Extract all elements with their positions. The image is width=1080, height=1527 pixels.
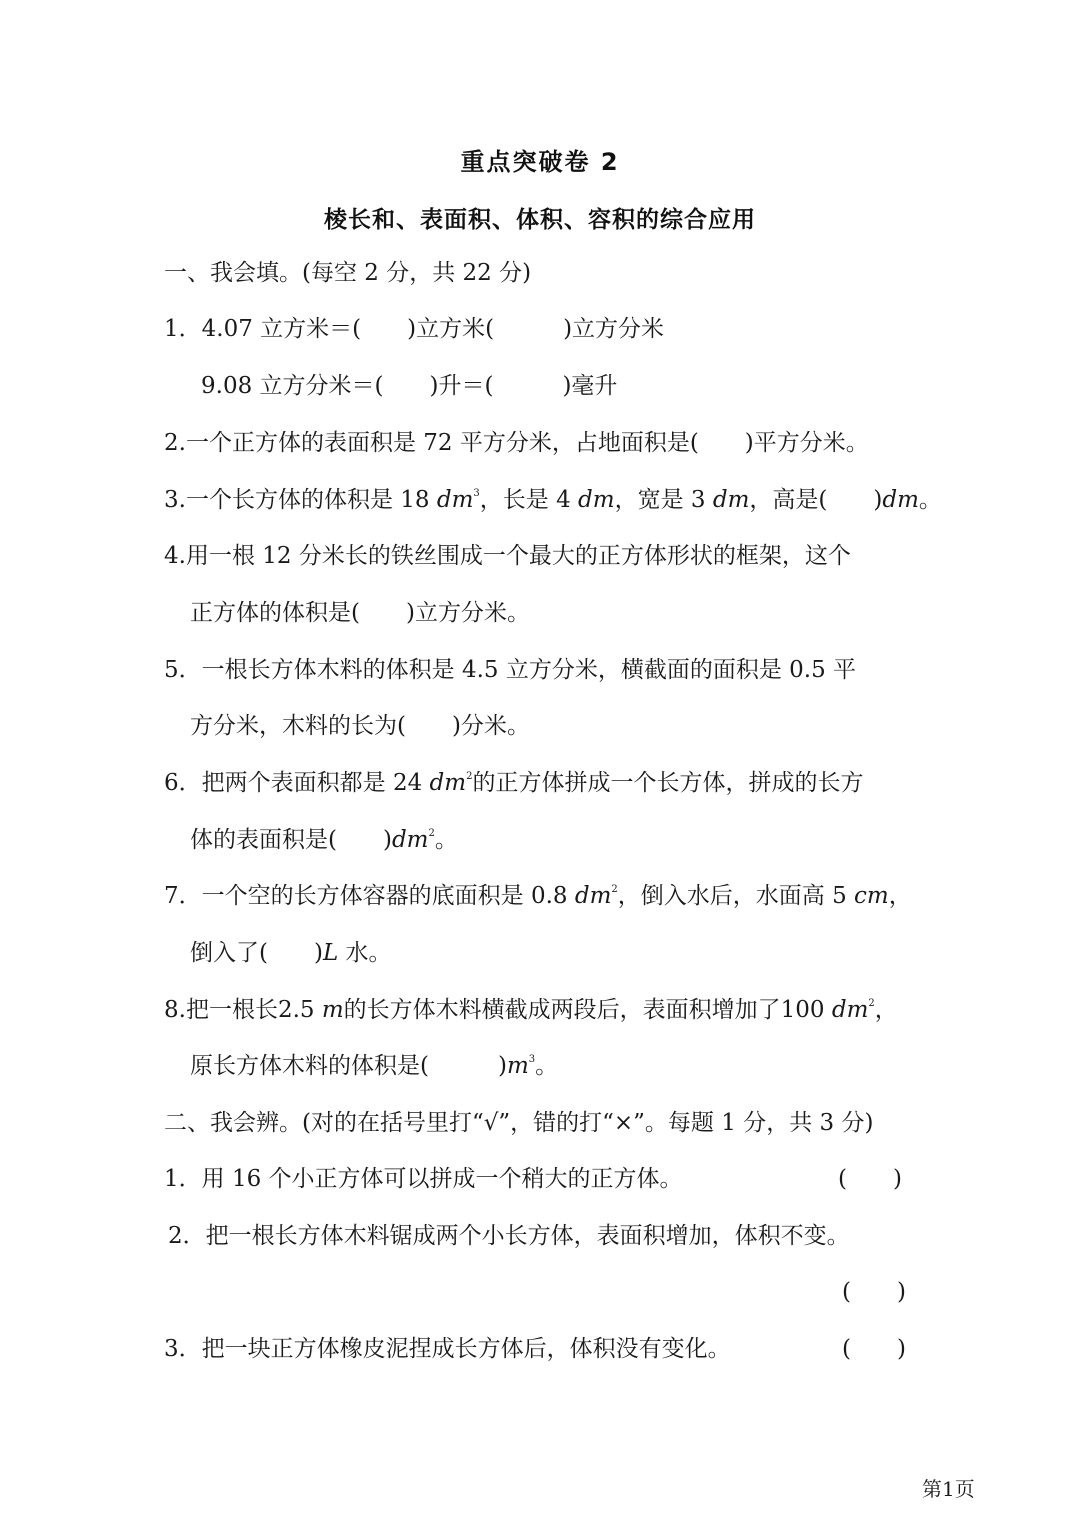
unit-dm: dm: [831, 997, 869, 1023]
page-subtitle: 棱长和、表面积、体积、容积的综合应用: [324, 207, 756, 233]
q7a-text-3: ，: [888, 883, 912, 909]
unit-dm: dm: [436, 487, 474, 513]
section1-heading: 一、我会填。(每空 2 分，共 22 分): [164, 260, 532, 286]
unit-dm: dm: [429, 770, 467, 796]
question-8b: [190, 1051, 558, 1081]
q8b-text-2: 。: [535, 1053, 559, 1079]
q8a-text-2: 的长方体木料横截成两段后，表面积增加了100: [343, 997, 832, 1023]
unit-m: m: [506, 1053, 529, 1079]
q8a-text-1: 8.把一根长2.5: [164, 997, 322, 1023]
question-5a: 5．一根长方体木料的体积是 4.5 立方分米，横截面的面积是 0.5 平: [164, 657, 857, 683]
unit-dm: dm: [712, 487, 750, 513]
judge-question-3: 3．把一块正方体橡皮泥捏成长方体后，体积没有变化。: [164, 1336, 731, 1362]
q3-text-1: 3.一个长方体的体积是 18: [164, 487, 437, 513]
answer-parentheses: ( ): [842, 1279, 906, 1305]
q7b-text-1: 倒入了( ): [190, 940, 323, 966]
square-exponent: 2: [868, 998, 875, 1009]
square-exponent: 2: [466, 771, 473, 782]
unit-dm: dm: [391, 827, 429, 853]
q6a-text-2: 的正方体拼成一个长方体，拼成的长方: [472, 770, 864, 796]
page-title: 重点突破卷 2: [460, 148, 620, 176]
q3-text-5: 。: [918, 487, 942, 513]
cube-exponent: 3: [473, 488, 480, 499]
question-8a: [164, 995, 898, 1025]
question-4a: 4.用一根 12 分米长的铁丝围成一个最大的正方体形状的框架，这个: [164, 543, 851, 569]
question-1a: 1．4.07 立方米＝( )立方米( )立方分米: [164, 316, 665, 342]
q7a-text-1: 7．一个空的长方体容器的底面积是 0.8: [164, 883, 575, 909]
question-3: [164, 485, 942, 515]
unit-dm: dm: [882, 487, 919, 513]
question-7b: [190, 938, 392, 968]
section2-heading: 二、我会辨。(对的在括号里打“√”，错的打“×”。每题 1 分，共 3 分): [164, 1110, 874, 1136]
judge-question-1: 1．用 16 个小正方体可以拼成一个稍大的正方体。: [164, 1166, 683, 1192]
question-2: 2.一个正方体的表面积是 72 平方分米，占地面积是( )平方分米。: [164, 430, 869, 456]
answer-parentheses: ( ): [838, 1166, 902, 1192]
unit-m: m: [321, 997, 344, 1023]
question-4b: 正方体的体积是( )立方分米。: [190, 600, 530, 626]
page-number: 第1页: [922, 1477, 975, 1501]
q3-text-4: ，高是( ): [749, 487, 883, 513]
unit-L: L: [322, 940, 339, 966]
q7b-text-2: 水。: [338, 940, 392, 966]
q6a-text-1: 6．把两个表面积都是 24: [164, 770, 430, 796]
q3-text-3: ，宽是 3: [614, 487, 713, 513]
unit-dm: dm: [574, 883, 612, 909]
q3-text-2: ，长是 4: [479, 487, 579, 513]
unit-cm: cm: [854, 883, 889, 909]
square-exponent: 2: [611, 884, 618, 895]
judge-question-2: 2．把一根长方体木料锯成两个小长方体，表面积增加，体积不变。: [168, 1223, 850, 1249]
question-7a: [164, 881, 912, 911]
question-6b: [190, 825, 458, 855]
q8a-text-3: ，: [874, 997, 898, 1023]
q6b-text-2: 。: [434, 827, 458, 853]
square-exponent: 2: [428, 828, 435, 839]
question-5b: 方分米，木料的长为( )分米。: [190, 713, 530, 739]
question-6a: [164, 768, 863, 798]
question-1b: 9.08 立方分米＝( )升＝( )毫升: [201, 373, 618, 399]
cube-exponent: 3: [528, 1054, 536, 1065]
answer-parentheses: ( ): [842, 1336, 906, 1362]
q8b-text-1: 原长方体木料的体积是( ): [190, 1053, 507, 1079]
unit-dm: dm: [578, 487, 615, 513]
q7a-text-2: ，倒入水后，水面高 5: [617, 883, 855, 909]
q6b-text-1: 体的表面积是( ): [190, 827, 392, 853]
